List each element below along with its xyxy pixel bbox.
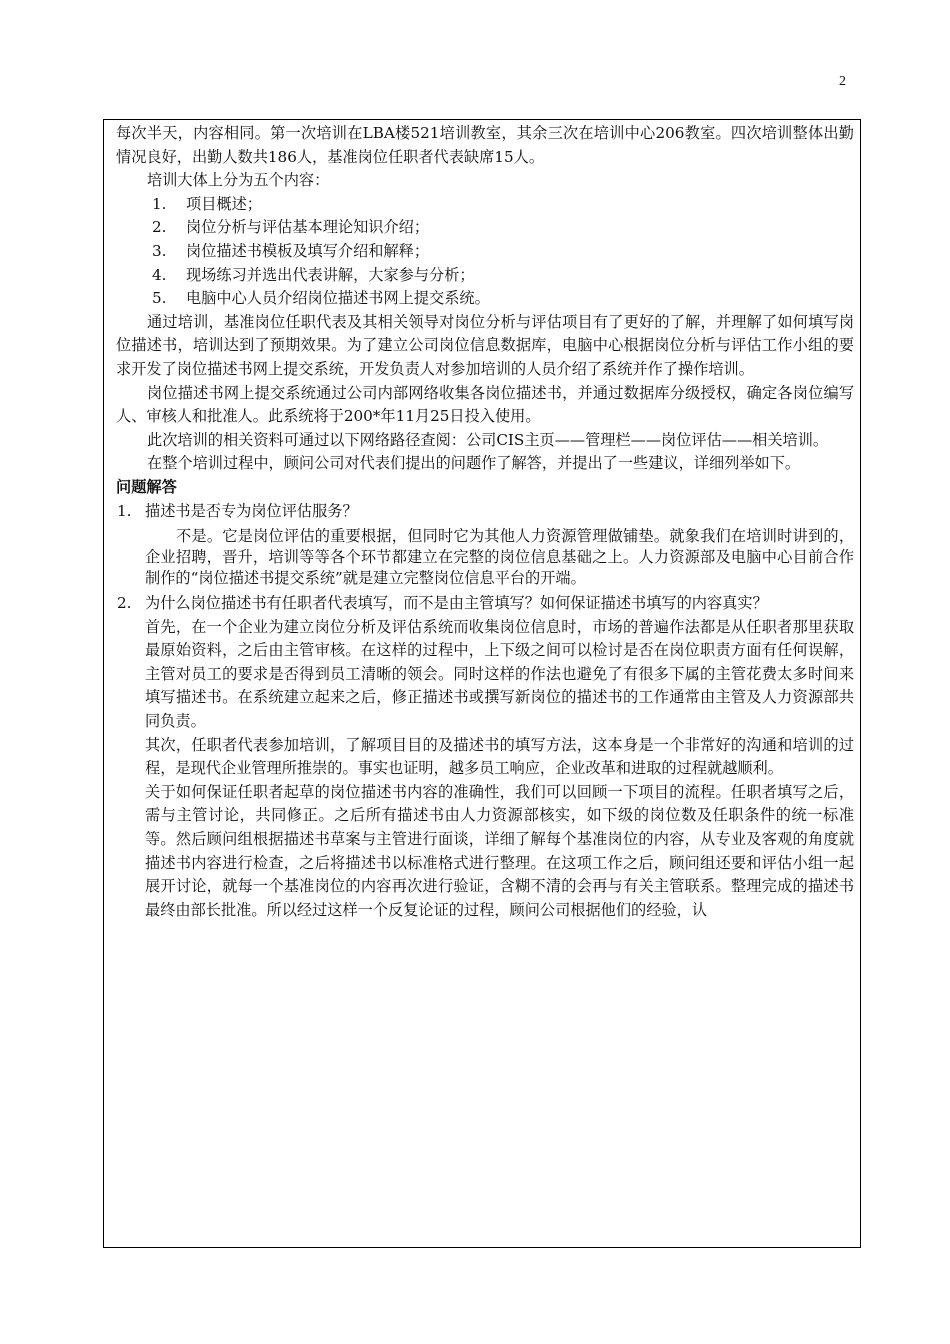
question-number: 2. — [117, 594, 132, 613]
answer-paragraph: 关于如何保证任职者起草的岗位描述书内容的准确性，我们可以回顾一下项目的流程。任职者填写之后，需与主管讨论，共同修正。之后所有描述书由人力资源部核实，如下级的岗位数及任职条件的统一标准等。然后顾问组根据描述书草案与主管进行面谈，详细了解每个基准岗位的内容，从专业及客观的角度就描述书内容进行检查，之后将描述书以标准格式进行整理。在这项工作之后，顾问组还要和评估小组一起展开讨论，就每一个基准岗位的内容再次进行验证，含糊不清的会再与有关主管联系。整理完成的描述书最终由部长批准。所以经过这样一个反复论证的过程，顾问公司根据他们的经验，认 — [145, 782, 854, 919]
training-content-intro: 培训大体上分为五个内容： — [147, 171, 330, 190]
list-item-text: 现场练习并选出代表讲解，大家参与分析； — [186, 265, 475, 284]
question-item — [116, 592, 854, 616]
list-item-text: 岗位描述书模板及填写介绍和解释； — [186, 241, 429, 260]
list-item-number: 4. — [152, 265, 167, 284]
list-item-text: 项目概述； — [186, 194, 262, 213]
question-item — [116, 500, 854, 524]
question-text: 为什么岗位描述书有任职者代表填写，而不是由主管填写？如何保证描述书填写的内容真实？ — [145, 594, 768, 613]
question-number: 1. — [117, 501, 132, 520]
list-item — [116, 287, 854, 311]
training-item-list — [116, 193, 854, 311]
answer-paragraph: 其次，任职者代表参加培训，了解项目目的及描述书的填写方法，这本身是一个非常好的沟通和培训的过程，是现代企业管理所推崇的。事实也证明，越多员工响应，企业改革和进取的过程就越顺利。 — [145, 735, 854, 778]
section-heading: 问题解答 — [116, 477, 177, 496]
document-table-frame — [103, 119, 861, 1248]
list-item — [116, 216, 854, 240]
body-paragraph: 此次培训的相关资料可通过以下网络路径查阅：公司CIS主页——管理栏——岗位评估——相关培训。 — [147, 430, 829, 449]
list-item-number: 2. — [152, 218, 167, 237]
list-item-text: 岗位分析与评估基本理论知识介绍； — [186, 218, 429, 237]
page-number: 2 — [839, 74, 846, 89]
question-text: 描述书是否专为岗位评估服务？ — [145, 501, 358, 520]
list-item-text: 电脑中心人员介绍岗位描述书网上提交系统。 — [186, 289, 490, 308]
body-paragraph: 在整个培训过程中，顾问公司对代表们提出的问题作了解答，并提出了一些建议，详细列举如下。 — [147, 454, 801, 473]
body-paragraph: 通过培训，基准岗位任职代表及其相关领导对岗位分析与评估项目有了更好的了解，并理解了如何填写岗位描述书，培训达到了预期效果。为了建立公司岗位信息数据库，电脑中心根据岗位分析与评估工作小组的要求开发了岗位描述书网上提交系统，开发负责人对参加培训的人员介绍了系统并作了操作培训。 — [116, 312, 854, 378]
answer-paragraph: 不是。它是岗位评估的重要根据，但同时它为其他人力资源管理做铺垫。就象我们在培训时讲到的，企业招聘，晋升，培训等等各个环节都建立在完整的岗位信息基础之上。人力资源部及电脑中心目前合作制作的“岗位描述书提交系统”就是建立完整岗位信息平台的开端。 — [145, 527, 854, 588]
intro-paragraph: 每次半天，内容相同。第一次培训在LBA楼521培训教室，其余三次在培训中心206教室。四次培训整体出勤情况良好，出勤人数共186人，基准岗位任职者代表缺席15人。 — [116, 124, 854, 166]
list-item-number: 3. — [152, 241, 167, 260]
body-paragraph: 岗位描述书网上提交系统通过公司内部网络收集各岗位描述书，并通过数据库分级授权，确定各岗位编写人、审核人和批准人。此系统将于200*年11月25日投入使用。 — [116, 383, 854, 426]
list-item — [116, 264, 854, 288]
answer-paragraph: 首先，在一个企业为建立岗位分析及评估系统而收集岗位信息时，市场的普遍作法都是从任职者那里获取最原始资料，之后由主管审核。在这样的过程中，上下级之间可以检讨是否在岗位职责方面有任何误解，主管对员工的要求是否得到员工清晰的领会。同时这样的作法也避免了有很多下属的主管花费太多时间来填写描述书。在系统建立起来之后，修正描述书或撰写新岗位的描述书的工作通常由主管及人力资源部共同负责。 — [145, 617, 854, 731]
list-item — [116, 193, 854, 217]
list-item — [116, 240, 854, 264]
list-item-number: 1. — [152, 194, 167, 213]
document-body — [116, 122, 854, 922]
list-item-number: 5. — [152, 289, 167, 308]
